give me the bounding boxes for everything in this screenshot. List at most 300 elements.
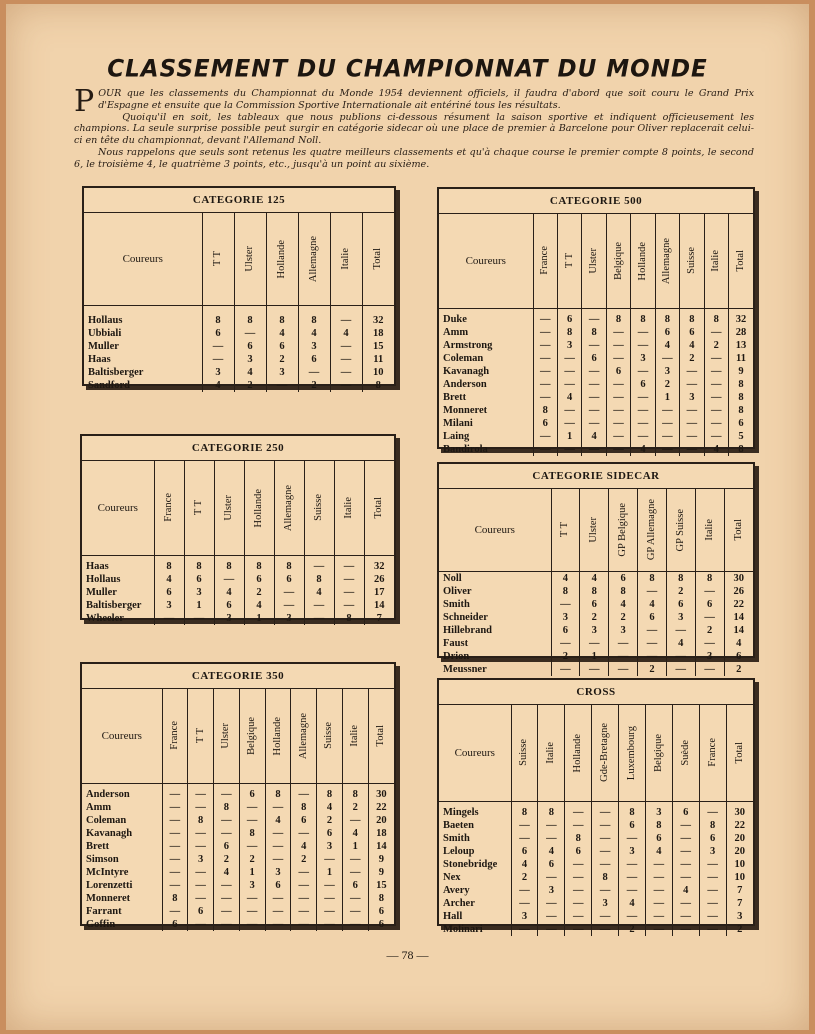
race-points: —: [666, 663, 695, 676]
race-points: —: [538, 832, 565, 845]
table-row: [439, 404, 753, 417]
race-points: —: [334, 599, 364, 612]
race-points: 3: [274, 612, 304, 625]
total-points: 7: [364, 612, 394, 625]
total-points: 6: [724, 650, 753, 663]
column-header: [565, 705, 592, 801]
rider-name: Kavanagh: [443, 365, 490, 377]
race-points: 2: [239, 853, 265, 866]
race-points: —: [631, 326, 655, 339]
race-points: —: [291, 905, 317, 918]
race-points: —: [606, 378, 630, 391]
race-points: 3: [557, 339, 581, 352]
race-points: —: [565, 897, 592, 910]
race-points: —: [699, 910, 726, 923]
rider-name: Lorenzetti: [86, 879, 133, 891]
race-points: —: [265, 918, 291, 931]
race-points: —: [680, 378, 704, 391]
race-points: 8: [680, 313, 704, 326]
race-points: —: [704, 417, 728, 430]
table-cross: [437, 678, 755, 935]
race-points: —: [551, 663, 580, 676]
race-points: —: [511, 897, 538, 910]
race-points: —: [645, 923, 672, 936]
race-points: 8: [274, 560, 304, 573]
column-header-label: France: [168, 721, 180, 751]
rider-name: Molinari: [443, 923, 483, 935]
race-points: —: [582, 378, 606, 391]
race-points: 3: [619, 845, 646, 858]
race-points: 4: [154, 573, 184, 586]
race-points: —: [184, 612, 214, 625]
race-points: —: [188, 879, 214, 892]
race-points: —: [551, 637, 580, 650]
race-points: 6: [672, 806, 699, 819]
total-points: 6: [729, 417, 754, 430]
rider-name: McIntyre: [86, 866, 129, 878]
column-header: [619, 705, 646, 801]
race-points: 3: [551, 611, 580, 624]
race-points: —: [592, 923, 619, 936]
column-header-label: Italie: [710, 249, 722, 272]
rider-name: Farrant: [86, 905, 122, 917]
rider-name: Amm: [86, 801, 112, 813]
race-points: 3: [239, 879, 265, 892]
race-points: 6: [609, 571, 638, 585]
race-points: —: [631, 417, 655, 430]
rider-name: Stonebridge: [443, 858, 498, 870]
race-points: 6: [162, 918, 188, 931]
race-points: 8: [551, 585, 580, 598]
table-row: [84, 340, 394, 353]
race-points: 6: [666, 598, 695, 611]
race-points: —: [274, 586, 304, 599]
race-points: —: [538, 910, 565, 923]
rider-name: Anderson: [86, 788, 130, 800]
race-points: —: [533, 339, 557, 352]
total-points: 30: [726, 806, 753, 819]
race-points: 6: [234, 340, 266, 353]
column-header-label: Ulster: [223, 494, 234, 521]
total-points: 17: [364, 586, 394, 599]
race-points: —: [511, 832, 538, 845]
race-points: 8: [619, 806, 646, 819]
column-header: [234, 213, 266, 305]
column-header-label: Ulster: [588, 516, 600, 543]
race-points: 8: [214, 801, 240, 814]
race-points: 6: [631, 378, 655, 391]
race-points: —: [291, 892, 317, 905]
total-points: 8: [368, 892, 394, 905]
race-points: —: [645, 871, 672, 884]
race-points: 4: [645, 845, 672, 858]
race-points: —: [342, 905, 368, 918]
rider-name: Archer: [443, 897, 475, 909]
race-points: —: [655, 443, 679, 456]
race-points: —: [619, 858, 646, 871]
rider-name: Avery: [443, 884, 470, 896]
race-points: —: [330, 340, 362, 353]
rider-name: Muller: [88, 340, 119, 352]
race-points: 4: [638, 598, 667, 611]
race-points: —: [162, 788, 188, 801]
race-points: 6: [645, 832, 672, 845]
total-points: 8: [729, 378, 754, 391]
column-header: [724, 489, 753, 571]
table-row: [439, 313, 753, 326]
race-points: —: [298, 366, 330, 379]
table-row: [82, 573, 394, 586]
race-points: 1: [244, 612, 274, 625]
total-points: 8: [729, 443, 754, 456]
race-points: —: [533, 443, 557, 456]
race-points: 8: [317, 788, 343, 801]
column-header-label: Luxembourg: [625, 725, 637, 780]
race-points: —: [704, 404, 728, 417]
race-points: —: [239, 814, 265, 827]
race-points: —: [619, 884, 646, 897]
race-points: 8: [511, 806, 538, 819]
rider-name: Muller: [86, 586, 117, 598]
column-header: [202, 213, 234, 305]
race-points: —: [606, 326, 630, 339]
column-header-label: Hollande: [572, 733, 584, 772]
race-points: 3: [265, 866, 291, 879]
race-points: 2: [695, 624, 724, 637]
race-points: 8: [699, 819, 726, 832]
race-points: —: [214, 788, 240, 801]
rider-name: Monneret: [443, 404, 488, 416]
race-points: 8: [244, 560, 274, 573]
race-points: 3: [317, 840, 343, 853]
race-points: 2: [291, 853, 317, 866]
race-points: —: [704, 378, 728, 391]
race-points: —: [214, 879, 240, 892]
intro-paragraph-3: Nous rappelons que seuls sont retenus les quatre meilleurs classements et qu'à chaque course le premier compte 8 points, le second 6, le troisième 4, le quatrième 3 points, etc., jusqu'à un point au sixième.: [74, 146, 754, 170]
table-row: [439, 650, 753, 663]
table-row: [439, 391, 753, 404]
column-header: [362, 213, 394, 305]
race-points: 6: [551, 624, 580, 637]
race-points: 8: [565, 832, 592, 845]
column-header-label: Allemagne: [297, 712, 309, 759]
race-points: —: [565, 884, 592, 897]
race-points: 6: [565, 845, 592, 858]
rider-name: Coleman: [443, 352, 484, 364]
column-header-label: Belgique: [612, 241, 624, 280]
column-header: [631, 214, 655, 308]
race-points: —: [317, 879, 343, 892]
race-points: —: [582, 365, 606, 378]
race-points: —: [291, 788, 317, 801]
race-points: —: [704, 430, 728, 443]
race-points: —: [330, 353, 362, 366]
race-points: —: [609, 637, 638, 650]
column-header: [511, 705, 538, 801]
race-points: 1: [239, 866, 265, 879]
column-header-label: GP Suisse: [674, 508, 686, 551]
race-points: 4: [538, 845, 565, 858]
race-points: 8: [239, 827, 265, 840]
rider-name: Hollaus: [88, 314, 123, 326]
race-points: 4: [511, 858, 538, 871]
race-points: —: [680, 365, 704, 378]
race-points: —: [239, 905, 265, 918]
rider-name: Brett: [443, 391, 467, 403]
race-points: —: [704, 391, 728, 404]
race-points: —: [655, 404, 679, 417]
race-points: 6: [582, 352, 606, 365]
total-points: 4: [724, 637, 753, 650]
race-points: —: [188, 866, 214, 879]
race-points: 6: [638, 611, 667, 624]
total-points: 6: [368, 918, 394, 931]
race-points: 3: [154, 599, 184, 612]
column-header-label: Suède: [679, 739, 691, 766]
race-points: —: [557, 417, 581, 430]
race-points: 6: [655, 326, 679, 339]
race-points: 2: [214, 853, 240, 866]
race-points: 8: [234, 314, 266, 327]
race-points: —: [699, 858, 726, 871]
race-points: 8: [188, 814, 214, 827]
rider-name: Oliver: [443, 585, 472, 597]
table-row: [82, 827, 394, 840]
race-points: 8: [266, 314, 298, 327]
total-points: 30: [724, 571, 753, 585]
table-categorie-350: [80, 662, 396, 930]
column-header-label: Belgique: [652, 733, 664, 772]
race-points: 2: [266, 353, 298, 366]
race-points: —: [592, 845, 619, 858]
total-points: 14: [724, 611, 753, 624]
race-points: —: [162, 840, 188, 853]
race-points: —: [304, 560, 334, 573]
column-header: [672, 705, 699, 801]
race-points: 6: [214, 840, 240, 853]
column-header: [317, 689, 343, 783]
total-points: 28: [729, 326, 754, 339]
table-categorie-sidecar: [437, 462, 755, 675]
column-header-label: France: [163, 493, 174, 523]
column-header: [342, 689, 368, 783]
race-points: 4: [619, 897, 646, 910]
table-row: [439, 858, 753, 871]
race-points: —: [699, 923, 726, 936]
race-points: 4: [234, 366, 266, 379]
column-header: [655, 214, 679, 308]
total-points: 22: [724, 598, 753, 611]
race-points: —: [188, 801, 214, 814]
column-header: [154, 461, 184, 555]
race-points: —: [538, 871, 565, 884]
standings-table: [439, 464, 753, 676]
race-points: —: [342, 814, 368, 827]
table-row: [82, 853, 394, 866]
race-points: 2: [317, 814, 343, 827]
race-points: —: [666, 624, 695, 637]
standings-table: [84, 188, 394, 392]
table-row: [82, 892, 394, 905]
race-points: 6: [695, 598, 724, 611]
total-points: 11: [362, 353, 394, 366]
column-header: [266, 213, 298, 305]
race-points: —: [680, 417, 704, 430]
race-points: —: [533, 378, 557, 391]
race-points: 6: [291, 814, 317, 827]
race-points: —: [699, 884, 726, 897]
total-points: 22: [368, 801, 394, 814]
race-points: 6: [680, 326, 704, 339]
race-points: —: [291, 827, 317, 840]
total-points: 2: [726, 923, 753, 936]
column-header-label: Belgique: [246, 716, 258, 755]
race-points: —: [274, 599, 304, 612]
column-header-label: Total: [733, 742, 745, 764]
race-points: —: [631, 365, 655, 378]
race-points: 2: [638, 663, 667, 676]
race-points: 8: [638, 571, 667, 585]
race-points: —: [680, 430, 704, 443]
race-points: —: [704, 365, 728, 378]
race-points: —: [582, 404, 606, 417]
total-points: 6: [368, 905, 394, 918]
column-header-label: Total: [732, 519, 744, 541]
spacer-row: [84, 305, 394, 314]
table-row: [84, 366, 394, 379]
race-points: —: [672, 832, 699, 845]
column-header-coureurs: Coureurs: [439, 489, 551, 571]
race-points: 8: [214, 560, 244, 573]
column-header: [184, 461, 214, 555]
race-points: 4: [582, 430, 606, 443]
race-points: —: [511, 923, 538, 936]
column-header-label: T T: [194, 728, 206, 744]
race-points: 8: [184, 560, 214, 573]
column-header: [265, 689, 291, 783]
total-points: 13: [729, 339, 754, 352]
intro-paragraph-1: OUR que les classements du Championnat du Monde 1954 deviennent officiels, il faudra d'abord que soit couru le Grand Prix d'Espagne et ensuite que la Commission Sportive Internationale ait entériné tous les résultats.: [98, 88, 754, 111]
race-points: —: [619, 871, 646, 884]
race-points: 3: [695, 650, 724, 663]
table-caption: CATEGORIE 125: [84, 188, 394, 213]
race-points: —: [582, 417, 606, 430]
race-points: —: [606, 391, 630, 404]
table-row: [439, 417, 753, 430]
race-points: 6: [298, 353, 330, 366]
race-points: 3: [214, 612, 244, 625]
column-header: [638, 489, 667, 571]
race-points: 2: [580, 611, 609, 624]
rider-name: Smith: [443, 598, 470, 610]
race-points: —: [188, 918, 214, 931]
race-points: —: [265, 827, 291, 840]
race-points: 8: [298, 314, 330, 327]
table-row: [84, 314, 394, 327]
total-points: 32: [729, 313, 754, 326]
column-header-label: Suisse: [313, 494, 324, 522]
race-points: 4: [291, 840, 317, 853]
race-points: —: [342, 866, 368, 879]
race-points: 3: [699, 845, 726, 858]
race-points: —: [551, 598, 580, 611]
column-header: [304, 461, 334, 555]
table-row: [82, 586, 394, 599]
column-header: [533, 214, 557, 308]
race-points: —: [638, 637, 667, 650]
race-points: —: [162, 853, 188, 866]
race-points: —: [592, 910, 619, 923]
column-header: [666, 489, 695, 571]
race-points: 6: [239, 788, 265, 801]
table-row: [82, 801, 394, 814]
race-points: —: [557, 378, 581, 391]
race-points: 4: [680, 339, 704, 352]
race-points: 2: [511, 871, 538, 884]
race-points: —: [533, 313, 557, 326]
race-points: —: [699, 897, 726, 910]
race-points: —: [214, 814, 240, 827]
column-header-coureurs: Coureurs: [439, 214, 533, 308]
rider-name: Haas: [88, 353, 111, 365]
race-points: 3: [631, 352, 655, 365]
race-points: —: [214, 905, 240, 918]
race-points: —: [680, 443, 704, 456]
race-points: —: [342, 892, 368, 905]
race-points: —: [162, 905, 188, 918]
race-points: —: [565, 923, 592, 936]
race-points: —: [655, 430, 679, 443]
race-points: 2: [609, 611, 638, 624]
table-caption: CROSS: [439, 680, 753, 705]
race-points: —: [162, 866, 188, 879]
intro-paragraph-2: Quoiqu'il en soit, les tableaux que nous publions ci-dessous résument la saison sportive et indiquent officieusement les champions. La seule surprise possible peut surgir en catégorie sidecar où une place de premier à Barcelone pour Oliver replacerait celui-ci en tête du championnat, devant l'Allemand Noll.: [74, 111, 754, 147]
column-header-label: Total: [373, 497, 385, 519]
race-points: —: [704, 326, 728, 339]
race-points: —: [214, 892, 240, 905]
rider-name: Haas: [86, 560, 109, 572]
race-points: 6: [188, 905, 214, 918]
column-header: [726, 705, 753, 801]
rider-name: Duke: [443, 313, 467, 325]
total-points: 7: [726, 884, 753, 897]
column-header-label: Suisse: [323, 722, 335, 750]
total-points: 26: [364, 573, 394, 586]
race-points: —: [234, 327, 266, 340]
column-header-coureurs: Coureurs: [84, 213, 202, 305]
race-points: —: [606, 417, 630, 430]
race-points: —: [304, 599, 334, 612]
total-points: 14: [368, 840, 394, 853]
race-points: 2: [551, 650, 580, 663]
race-points: 6: [214, 599, 244, 612]
race-points: —: [695, 611, 724, 624]
table-row: [82, 599, 394, 612]
race-points: —: [188, 827, 214, 840]
race-points: —: [565, 806, 592, 819]
race-points: 2: [234, 379, 266, 392]
race-points: 6: [538, 858, 565, 871]
race-points: —: [202, 353, 234, 366]
column-header-label: Suisse: [518, 739, 530, 767]
rider-name: Bandirola: [443, 443, 488, 455]
column-header-label: Hollande: [271, 716, 283, 755]
race-points: —: [330, 366, 362, 379]
total-points: 30: [368, 788, 394, 801]
column-header: [162, 689, 188, 783]
total-points: 14: [724, 624, 753, 637]
column-header: [551, 489, 580, 571]
